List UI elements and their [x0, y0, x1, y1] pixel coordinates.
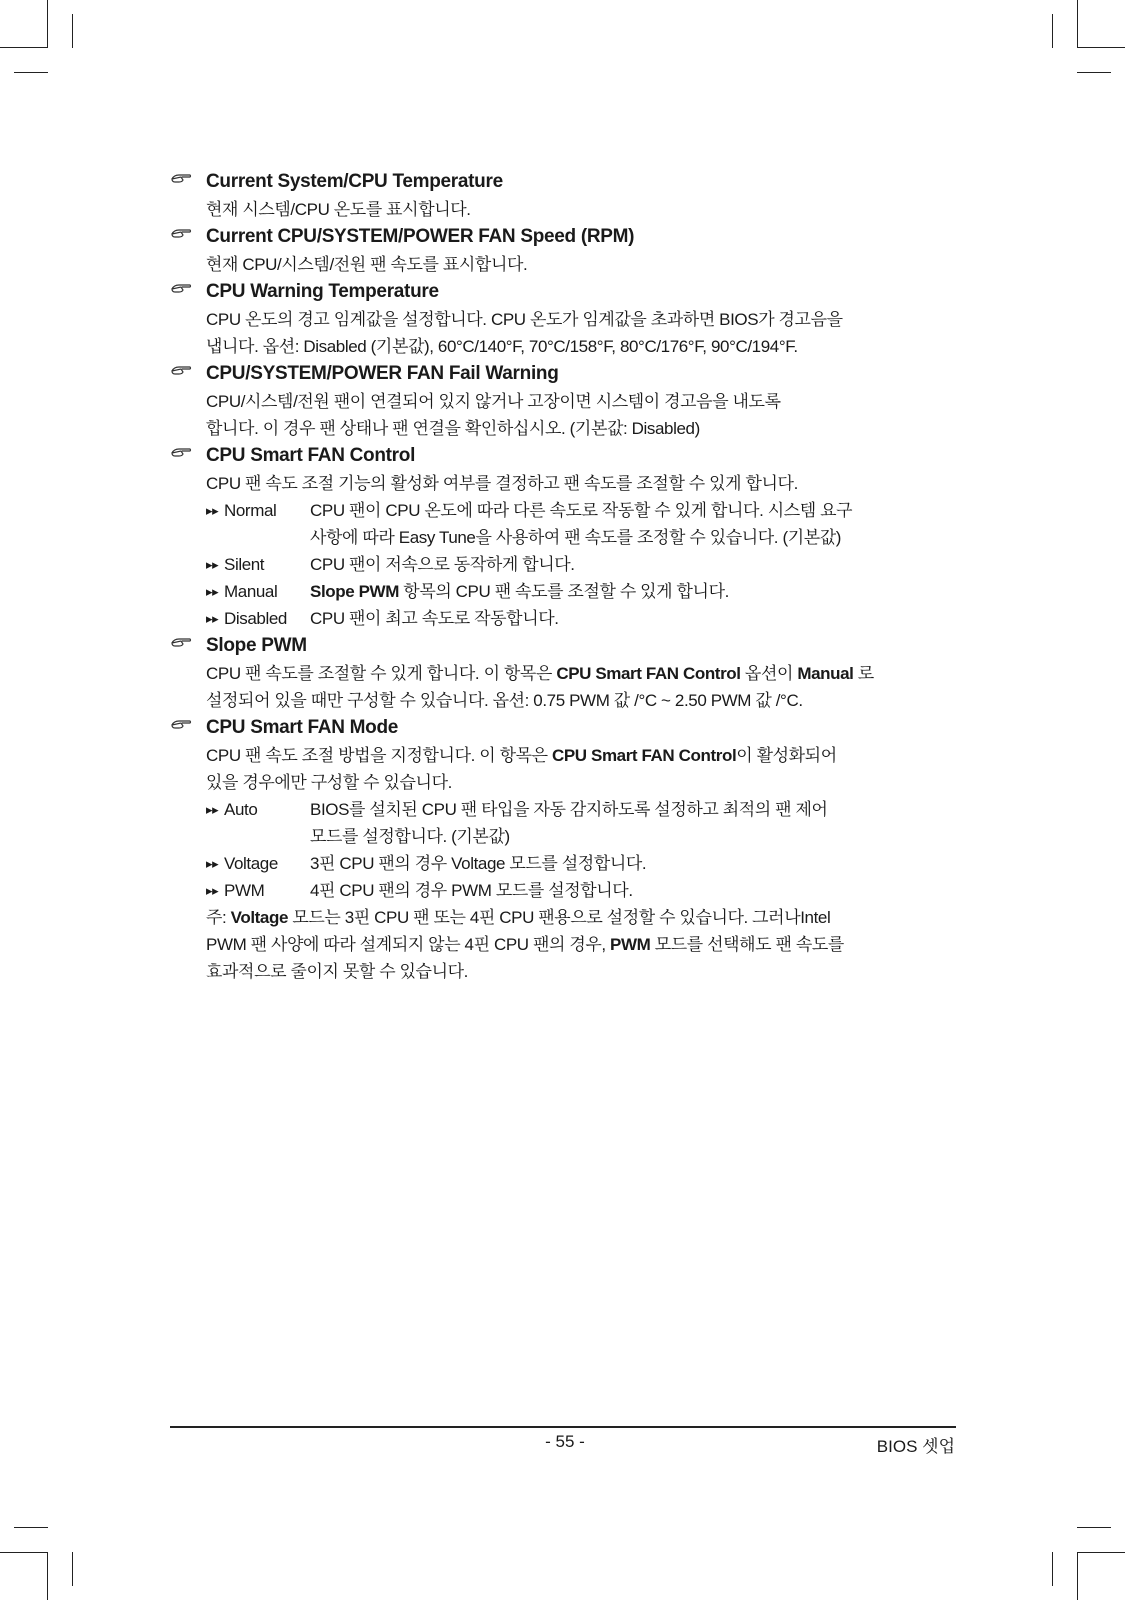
text-run: 모드는 3핀 CPU 팬 또는 4핀 CPU 팬용으로 설정할 수 있습니다. 그러나Intel: [288, 908, 831, 927]
option-description: [310, 578, 960, 605]
section-fan-fail-warning: [170, 360, 960, 442]
section-text: CPU 온도의 경고 임계값을 설정합니다. CPU 온도가 임계값을 초과하면 BIOS가 경고음을: [206, 310, 843, 329]
crop-mark: [1077, 1552, 1125, 1553]
double-arrow-icon: ▸▸: [206, 856, 219, 871]
section-text: 설정되어 있을 때만 구성할 수 있습니다. 옵션: 0.75 PWM 값 /°C ~ 2.50 PWM 값 /°C.: [206, 691, 803, 710]
option-label: Auto: [224, 800, 258, 819]
crop-mark: [1077, 47, 1125, 48]
text-run: 모드를 선택해도 팬 속도를: [650, 935, 844, 954]
option-row: [206, 578, 960, 605]
footer-rule: [170, 1426, 956, 1428]
text-bold: PWM: [610, 935, 651, 954]
crop-mark: [14, 72, 48, 73]
option-label: Manual: [224, 582, 278, 601]
note-text: [206, 904, 960, 931]
note-text: [206, 931, 960, 958]
section-text: CPU 팬 속도 조절 기능의 활성화 여부를 결정하고 팬 속도를 조절할 수 있게 합니다.: [206, 474, 798, 493]
option-text: CPU 팬이 CPU 온도에 따라 다른 속도로 작동할 수 있게 합니다. 시스템 요구: [310, 501, 853, 520]
text-run: 이 활성화되어: [736, 746, 837, 765]
section-text: 냅니다. 옵션: Disabled (기본값), 60°C/140°F, 70°C/158°F, 80°C/176°F, 90°C/194°F.: [206, 337, 798, 356]
section-text: 합니다. 이 경우 팬 상태나 팬 연결을 확인하십시오. (기본값: Disabled): [206, 419, 700, 438]
section-title: CPU Warning Temperature: [206, 281, 439, 302]
text-run: 로: [853, 664, 874, 683]
section-text: 현재 CPU/시스템/전원 팬 속도를 표시합니다.: [206, 255, 528, 274]
text-bold: Manual: [797, 664, 854, 683]
option-label: Voltage: [224, 854, 278, 873]
pointing-hand-icon: [170, 225, 192, 241]
option-row: [206, 850, 960, 877]
option-text: 항목의 CPU 팬 속도를 조절할 수 있게 합니다.: [398, 582, 729, 601]
section-fan-speed: [170, 223, 960, 278]
double-arrow-icon: ▸▸: [206, 557, 219, 572]
option-label: Normal: [224, 501, 277, 520]
crop-mark: [1077, 0, 1078, 48]
text-run: 주:: [206, 908, 231, 927]
option-row: [206, 551, 960, 578]
section-text: [206, 660, 960, 687]
option-label: Disabled: [224, 609, 287, 628]
option-description: 3핀 CPU 팬의 경우 Voltage 모드를 설정합니다.: [310, 854, 647, 873]
option-row: [206, 605, 960, 632]
pointing-hand-icon: [170, 362, 192, 378]
note-text: 효과적으로 줄이지 못할 수 있습니다.: [206, 962, 468, 981]
crop-mark: [72, 14, 73, 48]
double-arrow-icon: ▸▸: [206, 802, 219, 817]
crop-mark: [1077, 1527, 1111, 1528]
option-description: [310, 796, 960, 850]
section-title: CPU Smart FAN Control: [206, 445, 416, 466]
section-title: CPU/SYSTEM/POWER FAN Fail Warning: [206, 363, 559, 384]
crop-mark: [72, 1552, 73, 1586]
section-text: 있을 경우에만 구성할 수 있습니다.: [206, 773, 452, 792]
text-run: CPU 팬 속도 조절 방법을 지정합니다. 이 항목은: [206, 746, 552, 765]
crop-mark: [1077, 1552, 1078, 1600]
crop-mark: [1052, 1552, 1053, 1586]
option-text: 사항에 따라 Easy Tune을 사용하여 팬 속도를 조정할 수 있습니다. (기본값): [310, 528, 842, 547]
option-description: CPU 팬이 저속으로 동작하게 합니다.: [310, 555, 575, 574]
pointing-hand-icon: [170, 170, 192, 186]
double-arrow-icon: ▸▸: [206, 883, 219, 898]
double-arrow-icon: ▸▸: [206, 584, 219, 599]
page-number: - 55 -: [545, 1432, 585, 1451]
crop-mark: [47, 1552, 48, 1600]
pointing-hand-icon: [170, 634, 192, 650]
option-label: PWM: [224, 881, 265, 900]
crop-mark: [0, 1552, 48, 1553]
section-cpu-smart-fan-control: [170, 442, 960, 632]
section-cpu-smart-fan-mode: [170, 714, 960, 985]
crop-mark: [0, 47, 48, 48]
section-slope-pwm: [170, 632, 960, 714]
pointing-hand-icon: [170, 716, 192, 732]
option-row: [206, 796, 960, 850]
option-description: CPU 팬이 최고 속도로 작동합니다.: [310, 609, 559, 628]
option-row: [206, 497, 960, 551]
pointing-hand-icon: [170, 444, 192, 460]
crop-mark: [1077, 72, 1111, 73]
option-row: [206, 877, 960, 904]
option-label: Silent: [224, 555, 265, 574]
section-title: Current System/CPU Temperature: [206, 171, 503, 192]
crop-mark: [14, 1527, 48, 1528]
crop-mark: [47, 0, 48, 48]
footer-section-label: BIOS 셋업: [876, 1437, 955, 1456]
section-text: [206, 742, 960, 769]
text-run: CPU 팬 속도를 조절할 수 있게 합니다. 이 항목은: [206, 664, 557, 683]
double-arrow-icon: ▸▸: [206, 611, 219, 626]
section-title: CPU Smart FAN Mode: [206, 717, 399, 738]
section-current-temperature: [170, 168, 960, 223]
section-text: 현재 시스템/CPU 온도를 표시합니다.: [206, 200, 471, 219]
pointing-hand-icon: [170, 280, 192, 296]
section-text: CPU/시스템/전원 팬이 연결되어 있지 않거나 고장이면 시스템이 경고음을 내도록: [206, 392, 781, 411]
double-arrow-icon: ▸▸: [206, 503, 219, 518]
text-bold: CPU Smart FAN Control: [551, 746, 737, 765]
text-bold: CPU Smart FAN Control: [556, 664, 741, 683]
option-description: [310, 497, 960, 551]
text-bold: Voltage: [230, 908, 289, 927]
section-title: Slope PWM: [206, 635, 307, 656]
option-keyword: Slope PWM: [310, 582, 399, 601]
section-title: Current CPU/SYSTEM/POWER FAN Speed (RPM): [206, 226, 635, 247]
text-run: 옵션이: [740, 664, 798, 683]
option-text: BIOS를 설치된 CPU 팬 타입을 자동 감지하도록 설정하고 최적의 팬 제어: [310, 800, 828, 819]
option-text: 모드를 설정합니다. (기본값): [310, 827, 510, 846]
section-cpu-warning-temperature: [170, 278, 960, 360]
bios-manual-content: [170, 168, 960, 985]
option-description: 4핀 CPU 팬의 경우 PWM 모드를 설정합니다.: [310, 881, 633, 900]
crop-mark: [1052, 14, 1053, 48]
text-run: PWM 팬 사양에 따라 설계되지 않는 4핀 CPU 팬의 경우,: [206, 935, 611, 954]
